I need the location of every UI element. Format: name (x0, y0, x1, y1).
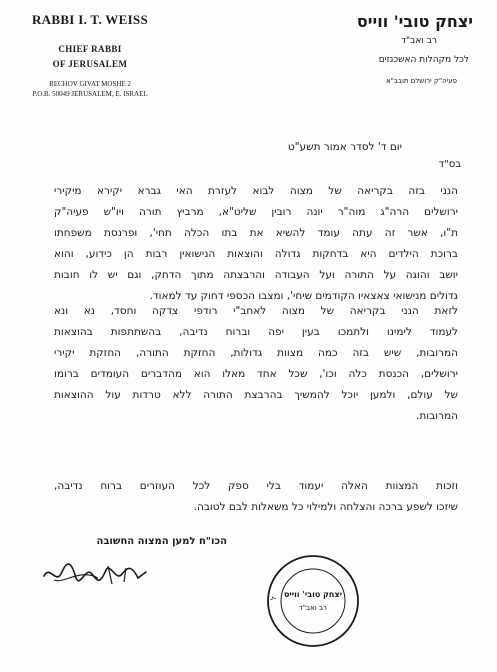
letterhead-english-address-line2: P.O.B. 50049 JERUSALEM, E. ISRAEL (32, 90, 148, 98)
paragraph-line: הנני בזה בקריאה של מצוה לבוא לעזרת האי גברא יקירא מיקירי (54, 185, 458, 197)
paragraph-line: גדולים מנישואי צאצאיו הקודמים שיחי', ומצבו הכספי דחוק עד למאוד. (149, 290, 458, 302)
letterhead-hebrew-address: פעיה"ק ירושלם תובב"א (385, 77, 457, 85)
paragraph-line: המרובות, שיש בזה כמה מצוות גדולות, החזקת התורה, החזקת יקירי (54, 347, 458, 359)
paragraph-line: יושב והוגה על התורה ועל העבודה והרבצתה מתוך הדחק, וגם יש לו חובות (54, 269, 458, 281)
letterhead-english-title-line1: CHIEF RABBI (58, 44, 122, 54)
svg-text:יצחק טובי' ווייס: יצחק טובי' ווייס (283, 590, 343, 599)
letterhead-hebrew-name: יצחק טובי' ווייס (356, 12, 473, 31)
paragraph-line: לזאת הנני בקריאה של מצוה לאחב"י רודפי צדקה וחסד, נא ונא (54, 305, 458, 317)
letterhead-hebrew-title: רב ואב"ד (401, 36, 437, 46)
paragraph-line: של עולם, ולמען יוכל להמשיך בהרבצת התורה ללא טרדות עול ההוצאות (54, 389, 458, 401)
bsd-header: בס"ד (438, 159, 461, 170)
letterhead-hebrew-role: לכל מקהלות האשכנזים (378, 55, 469, 65)
svg-text:רב ואב"ד: רב ואב"ד (299, 604, 327, 612)
closing-line: הכו"ח למען המצוה החשובה (96, 536, 227, 547)
paragraph-line: ירושלים הרה"ג מוה"ר יונה רובין שליט"א, מרביץ תורה ויו"ש פעיה"ק (54, 206, 458, 218)
body-paragraph-2 (54, 301, 458, 427)
body-paragraph-3 (54, 476, 458, 518)
letterhead-english-address-line1: RECHOV GIVAT MOSHE 2 (49, 80, 131, 88)
paragraph-line: וזכות המצוות האלה יעמוד בלי ספק לכל העוזרים ברוח נדיבה, (54, 480, 458, 492)
letter-date: יום ד' לסדר אמור תשע"ט (287, 141, 402, 153)
body-paragraph-1 (54, 181, 458, 307)
rabbinical-stamp-icon (265, 553, 361, 653)
letterhead-english-title-line2: OF JERUSALEM (52, 59, 128, 69)
letterhead-english-name: RABBI I. T. WEISS (31, 12, 148, 27)
svg-text:לכל מקהלות האשכנזים בעיה"ק ירו: ל (268, 595, 279, 601)
paragraph-line: המרובות. (416, 410, 458, 422)
paragraph-line: ברוכת הילדים היא בדחקות גדולה והוצאות הנישואין רבות הן כידוע, והוא (54, 248, 458, 260)
paragraph-line: ירושלים, הכנסת כלה וכו', שכל אחד מאלו הוא מהדברים העומדים ברומו (54, 368, 458, 380)
paragraph-line: ת"ו, אשר זה עתה עומד להשיא את בתו הכלה תחי', ופרנסת משפחתו (54, 227, 458, 239)
signature-icon (40, 558, 150, 596)
paragraph-line: שיזכו לשפע ברכה והצלחה ולמילוי כל משאלות לבם לטובה. (193, 501, 458, 513)
paragraph-line: לעמוד לימינו ולתמכו בעין יפה וברוח נדיבה, בהשתתפות בהוצאות (54, 326, 458, 338)
